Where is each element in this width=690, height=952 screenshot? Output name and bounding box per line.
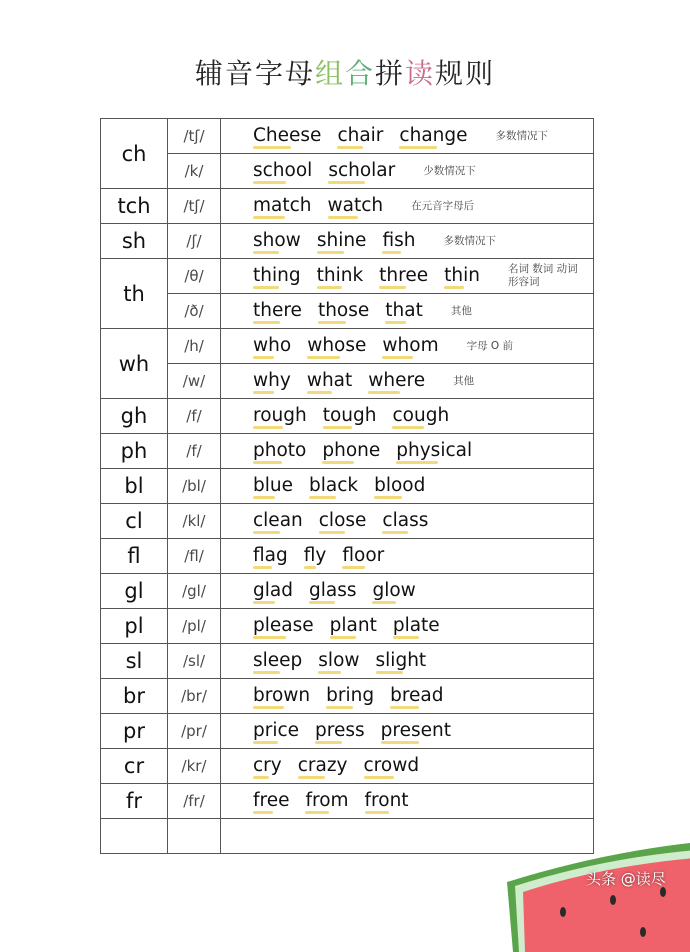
letter-combination: pl xyxy=(101,609,168,644)
letter-combination: gh xyxy=(101,399,168,434)
table-row xyxy=(101,329,594,364)
usage-note: 多数情况下 xyxy=(495,129,549,142)
title-char: 则 xyxy=(465,57,496,90)
letter-combination: fl xyxy=(101,539,168,574)
example-word: where xyxy=(368,369,426,391)
example-word: show xyxy=(253,229,301,251)
example-word: watch xyxy=(327,194,384,216)
example-word: from xyxy=(305,789,349,811)
example-words xyxy=(221,784,594,819)
example-word: blood xyxy=(374,474,426,496)
example-word: change xyxy=(399,124,468,146)
example-word: scholar xyxy=(328,159,396,181)
example-word: thing xyxy=(253,264,301,286)
example-word: physical xyxy=(396,439,473,461)
example-words xyxy=(221,294,594,329)
example-words xyxy=(221,749,594,784)
phonetic-symbol: /pl/ xyxy=(168,609,221,644)
example-words xyxy=(221,364,594,399)
example-word: present xyxy=(380,719,451,741)
title-char: 字 xyxy=(254,57,285,90)
example-word: plant xyxy=(329,614,377,636)
example-word: whose xyxy=(307,334,367,356)
letter-combination: ch xyxy=(101,119,168,189)
example-word: those xyxy=(317,299,370,321)
phonetic-symbol: /bl/ xyxy=(168,469,221,504)
table-row xyxy=(101,539,594,574)
example-word: that xyxy=(385,299,423,321)
letter-combination: cl xyxy=(101,504,168,539)
example-word: clean xyxy=(253,509,303,531)
usage-note: 其他 xyxy=(450,304,472,317)
table-row xyxy=(101,609,594,644)
example-word: crazy xyxy=(297,754,348,776)
phonetic-symbol: /gl/ xyxy=(168,574,221,609)
table-row xyxy=(101,714,594,749)
example-word: plate xyxy=(392,614,440,636)
letter-combination: bl xyxy=(101,469,168,504)
title-char: 规 xyxy=(435,57,466,90)
example-word: there xyxy=(253,299,302,321)
title-char: 读 xyxy=(405,57,436,90)
example-word: front xyxy=(364,789,409,811)
example-word: why xyxy=(253,369,291,391)
table-row xyxy=(101,574,594,609)
example-words xyxy=(221,119,594,154)
example-word: what xyxy=(306,369,353,391)
table-row xyxy=(101,399,594,434)
usage-note: 在元音字母后 xyxy=(411,199,475,212)
example-word: who xyxy=(253,334,292,356)
example-word: three xyxy=(379,264,429,286)
example-word: press xyxy=(315,719,365,741)
title-char: 组 xyxy=(314,57,345,90)
example-word: please xyxy=(253,614,314,636)
example-words xyxy=(221,469,594,504)
title-char: 母 xyxy=(284,57,315,90)
example-word: bread xyxy=(390,684,444,706)
letter-combination: ph xyxy=(101,434,168,469)
table-row xyxy=(101,224,594,259)
phonetic-symbol: /br/ xyxy=(168,679,221,714)
example-word: cough xyxy=(392,404,450,426)
example-words xyxy=(221,644,594,679)
example-word: close xyxy=(318,509,367,531)
letter-combination: br xyxy=(101,679,168,714)
rules-table xyxy=(100,118,594,854)
table-row xyxy=(101,504,594,539)
usage-note: 字母 O 前 xyxy=(466,339,514,352)
letter-combination: tch xyxy=(101,189,168,224)
phonetic-symbol: /f/ xyxy=(168,434,221,469)
example-words xyxy=(221,714,594,749)
watermark: 头条 @读尽 xyxy=(586,870,666,888)
title-char: 音 xyxy=(224,57,255,90)
title-char: 辅 xyxy=(194,57,225,90)
table-row xyxy=(101,784,594,819)
example-word: slow xyxy=(318,649,360,671)
example-word: floor xyxy=(342,544,385,566)
example-words xyxy=(221,504,594,539)
table-row xyxy=(101,749,594,784)
example-word: phone xyxy=(322,439,381,461)
example-word: cry xyxy=(253,754,282,776)
table-row xyxy=(101,259,594,294)
usage-note: 名词 数词 动词 形容词 xyxy=(507,263,578,288)
example-word: fly xyxy=(303,544,327,566)
example-word: rough xyxy=(253,404,307,426)
usage-note: 少数情况下 xyxy=(423,164,476,177)
phonetic-symbol: /ʃ/ xyxy=(168,224,221,259)
phonetic-symbol: /h/ xyxy=(168,329,221,364)
example-words xyxy=(221,259,594,294)
example-word: glass xyxy=(308,579,357,601)
example-words xyxy=(221,399,594,434)
example-word: thin xyxy=(444,264,480,286)
example-word: brown xyxy=(253,684,311,706)
phonetic-symbol xyxy=(168,819,221,854)
example-words xyxy=(221,154,594,189)
title-char: 拼 xyxy=(375,57,406,90)
usage-note: 其他 xyxy=(453,374,475,387)
example-words xyxy=(221,224,594,259)
example-words xyxy=(221,539,594,574)
example-words xyxy=(221,329,594,364)
example-word: school xyxy=(253,159,313,181)
letter-combination: sl xyxy=(101,644,168,679)
example-word: chair xyxy=(337,124,384,146)
example-word: match xyxy=(253,194,312,216)
phonetic-symbol: /kl/ xyxy=(168,504,221,539)
example-word: Cheese xyxy=(253,124,322,146)
phonetic-symbol: /fl/ xyxy=(168,539,221,574)
page-title xyxy=(0,52,690,92)
example-words xyxy=(221,679,594,714)
title-char: 合 xyxy=(345,57,376,90)
table-row xyxy=(101,434,594,469)
example-word: shine xyxy=(316,229,367,251)
example-word: sleep xyxy=(253,649,303,671)
phonetic-symbol: /pr/ xyxy=(168,714,221,749)
table-row xyxy=(101,294,594,329)
phonetic-symbol: /fr/ xyxy=(168,784,221,819)
example-word: glow xyxy=(372,579,416,601)
phonetic-symbol: /tʃ/ xyxy=(168,189,221,224)
example-word: free xyxy=(253,789,290,811)
letter-combination: wh xyxy=(101,329,168,399)
example-word: price xyxy=(253,719,300,741)
example-words xyxy=(221,434,594,469)
letter-combination: gl xyxy=(101,574,168,609)
usage-note: 多数情况下 xyxy=(443,234,496,247)
example-word: tough xyxy=(322,404,377,426)
phonetic-symbol: /k/ xyxy=(168,154,221,189)
phonetic-symbol: /ð/ xyxy=(168,294,221,329)
example-word: glad xyxy=(253,579,293,601)
phonetic-symbol: /sl/ xyxy=(168,644,221,679)
letter-combination xyxy=(101,819,168,854)
example-word: class xyxy=(382,509,429,531)
letter-combination: pr xyxy=(101,714,168,749)
example-word: fish xyxy=(382,229,416,251)
example-word: crowd xyxy=(363,754,420,776)
table-row xyxy=(101,154,594,189)
example-word: whom xyxy=(382,334,439,356)
table-row xyxy=(101,364,594,399)
phonetic-symbol: /w/ xyxy=(168,364,221,399)
example-word: think xyxy=(316,264,364,286)
phonetic-symbol: /f/ xyxy=(168,399,221,434)
example-word: photo xyxy=(253,439,307,461)
table-row xyxy=(101,469,594,504)
letter-combination: fr xyxy=(101,784,168,819)
table-row xyxy=(101,679,594,714)
letter-combination: th xyxy=(101,259,168,329)
phonetic-symbol: /kr/ xyxy=(168,749,221,784)
example-words xyxy=(221,189,594,224)
example-word: slight xyxy=(375,649,427,671)
example-word: bring xyxy=(326,684,375,706)
example-word: flag xyxy=(253,544,288,566)
phonetic-symbol: /θ/ xyxy=(168,259,221,294)
table-row xyxy=(101,644,594,679)
example-word: black xyxy=(309,474,359,496)
letter-combination: sh xyxy=(101,224,168,259)
phonetic-symbol: /tʃ/ xyxy=(168,119,221,154)
example-words xyxy=(221,574,594,609)
watermelon-slice-icon xyxy=(503,842,690,952)
table-row xyxy=(101,119,594,154)
example-words xyxy=(221,609,594,644)
example-word: blue xyxy=(253,474,293,496)
letter-combination: cr xyxy=(101,749,168,784)
table-row xyxy=(101,189,594,224)
